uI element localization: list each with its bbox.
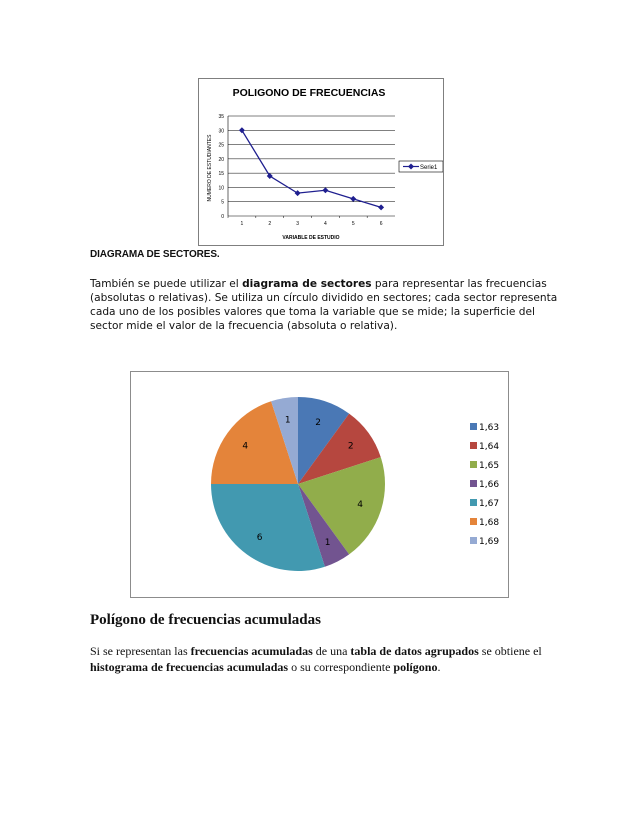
legend-swatch [470, 423, 477, 430]
para1-bold: diagrama de sectores [242, 278, 372, 290]
paragraph-diagrama [90, 277, 560, 333]
y-tick-label: 30 [218, 128, 224, 135]
para2-t2: de una [312, 644, 351, 658]
para2-b3: histograma de frecuencias acumuladas [90, 660, 289, 674]
para1-text-a: También se puede utilizar el [90, 278, 243, 290]
legend-label: 1,64 [479, 442, 500, 452]
pie-slice-label: 6 [256, 532, 263, 543]
legend-swatch [470, 518, 477, 525]
data-point-marker [322, 187, 328, 193]
legend-label: 1,65 [479, 461, 500, 471]
y-tick-label: 15 [218, 171, 224, 178]
data-point-marker [378, 204, 384, 210]
x-tick-label: 6 [379, 221, 383, 227]
section-heading-diagrama: DIAGRAMA DE SECTORES. [90, 249, 220, 260]
pie-slice-label: 4 [357, 500, 363, 511]
para2-b2: tabla de datos agrupados [350, 644, 479, 658]
legend-swatch [470, 461, 477, 468]
data-point-marker [239, 127, 245, 133]
line-chart-title: POLIGONO DE FRECUENCIAS [232, 87, 386, 99]
para2-t5: . [437, 660, 441, 674]
x-tick-label: 4 [324, 221, 327, 227]
legend-swatch [470, 499, 477, 506]
line-chart-ylabel: NUMERO DE ESTUDIANTES [207, 134, 213, 202]
legend-label: 1,66 [479, 480, 500, 490]
section-heading-poligono: Polígono de frecuencias acumuladas [90, 612, 321, 628]
para2-b1: frecuencias acumuladas [190, 644, 313, 658]
para2-t4: o su correspondiente [288, 660, 394, 674]
y-tick-label: 20 [218, 156, 224, 163]
pie-slice-label: 2 [347, 441, 354, 452]
legend-label: 1,69 [479, 537, 500, 547]
pie-chart [130, 371, 509, 598]
x-tick-label: 1 [240, 221, 244, 227]
x-tick-label: 3 [296, 221, 299, 227]
data-point-marker [295, 190, 301, 196]
para1-text-b: para representar las frecuencias (absolutas o relativas). Se utiliza un círculo dividido en sectores; cada sector representa cada uno de los posibles valores que toma la variable que se mide; la superficie del sector mide el valor de la frecuencia (absoluta o relativa). [90, 278, 558, 332]
x-tick-label: 5 [351, 221, 355, 227]
para2-b4: polígono [393, 660, 438, 674]
y-tick-label: 35 [218, 114, 224, 120]
line-chart-xlabel: VARIABLE DE ESTUDIO [282, 235, 340, 241]
y-tick-label: 25 [218, 142, 224, 149]
line-chart-legend [399, 161, 443, 172]
data-point-marker [350, 196, 356, 202]
y-tick-label: 10 [218, 185, 224, 192]
pie-slice-label: 4 [242, 441, 249, 452]
pie-chart-svg [131, 372, 508, 597]
legend-swatch [470, 480, 477, 487]
pie-slice-label: 1 [284, 415, 291, 426]
x-tick-label: 2 [268, 221, 272, 227]
pie-slice-label: 1 [324, 538, 331, 549]
legend-swatch [470, 442, 477, 449]
data-point-marker [267, 173, 273, 179]
legend-series-label: Serie1 [420, 165, 438, 171]
series-line [242, 130, 381, 207]
pie-slice-label: 2 [315, 417, 322, 428]
frequency-polygon-chart [198, 78, 444, 246]
y-tick-label: 0 [221, 214, 224, 220]
legend-label: 1,63 [479, 423, 500, 433]
para2-t1: Si se representan las [90, 644, 191, 658]
legend-label: 1,68 [479, 518, 500, 528]
line-chart-svg [199, 79, 443, 245]
legend-swatch [470, 537, 477, 544]
y-tick-label: 5 [221, 199, 224, 206]
legend-label: 1,67 [479, 499, 500, 509]
paragraph-poligono [90, 643, 560, 675]
para2-t3: se obtiene el [478, 644, 542, 658]
